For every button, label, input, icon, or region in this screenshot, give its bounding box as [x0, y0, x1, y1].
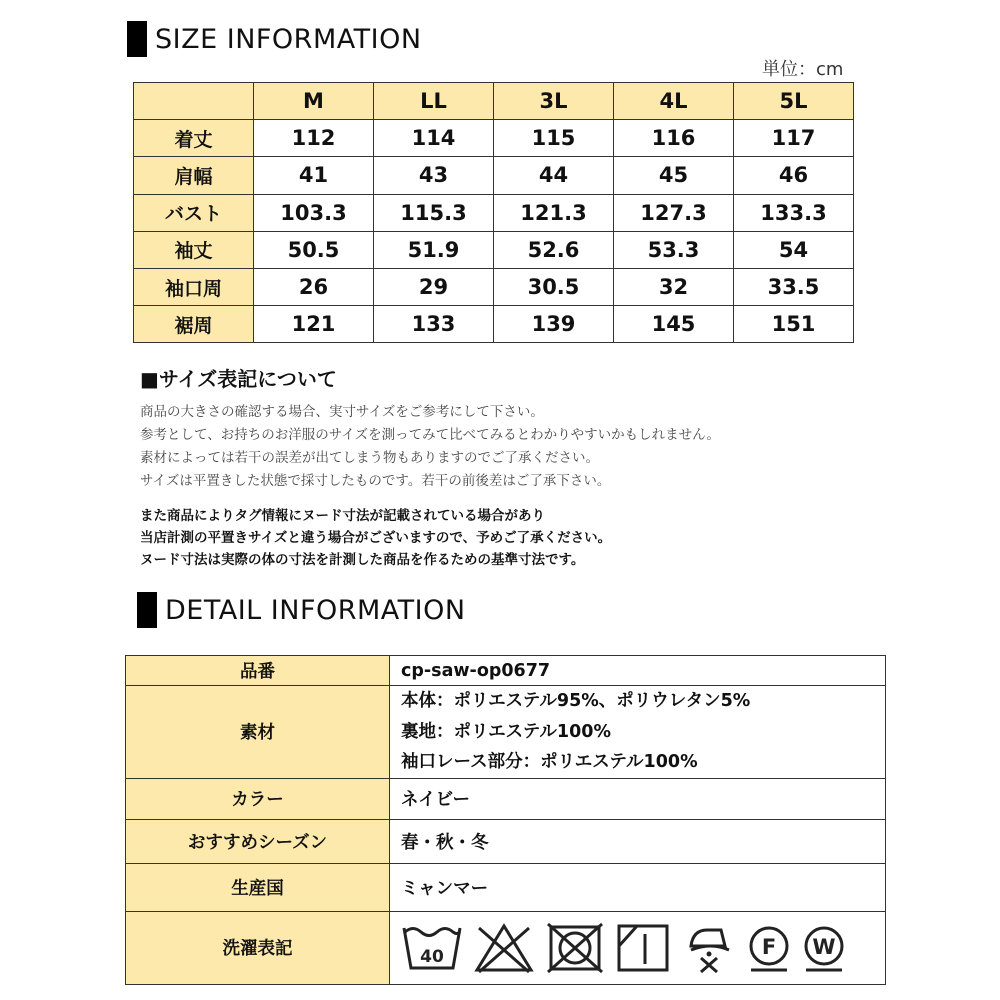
- size-cell: 45: [614, 157, 734, 194]
- size-section-title: SIZE INFORMATION: [155, 23, 422, 55]
- material-value: [390, 686, 886, 779]
- size-cell: 44: [494, 157, 614, 194]
- table-row: [126, 778, 886, 819]
- material-label: 素材: [126, 686, 390, 779]
- origin-value: ミャンマー: [390, 863, 886, 911]
- size-cell: 151: [734, 306, 854, 343]
- line-dry-shade-icon: [615, 922, 671, 974]
- size-cell: 103.3: [254, 194, 374, 231]
- size-cell: 139: [494, 306, 614, 343]
- dry-clean-letter: F: [761, 934, 777, 959]
- size-cell: 50.5: [254, 231, 374, 268]
- size-note-title: ■サイズ表記について: [140, 367, 337, 391]
- size-row-label: バスト: [134, 194, 254, 231]
- color-value: ネイビー: [390, 778, 886, 819]
- care-icons: [401, 922, 885, 974]
- size-col-header: LL: [374, 83, 494, 120]
- size-cell: 127.3: [614, 194, 734, 231]
- no-bleach-icon: [473, 922, 535, 974]
- size-cell: 32: [614, 268, 734, 305]
- size-table-header: [134, 83, 854, 120]
- size-cell: 115: [494, 120, 614, 157]
- size-col-header: 4L: [614, 83, 734, 120]
- size-col-header: M: [254, 83, 374, 120]
- size-row-label: 着丈: [134, 120, 254, 157]
- note-line: サイズは平置きした状態で採寸したものです。若干の前後差はご了承下さい。: [140, 473, 611, 489]
- table-row: [126, 686, 886, 779]
- table-row: [126, 819, 886, 863]
- product-no-label: 品番: [126, 656, 390, 686]
- dry-clean-f-icon: [747, 922, 791, 974]
- size-note-bold-text: [140, 505, 611, 571]
- size-cell: 133: [374, 306, 494, 343]
- size-cell: 46: [734, 157, 854, 194]
- size-table-corner: [134, 83, 254, 120]
- unit-label: 単位：cm: [762, 59, 844, 80]
- table-row: [126, 911, 886, 984]
- season-label: おすすめシーズン: [126, 819, 390, 863]
- size-cell: 114: [374, 120, 494, 157]
- size-cell: 116: [614, 120, 734, 157]
- size-row-label: 裾周: [134, 306, 254, 343]
- table-row: [134, 194, 854, 231]
- size-cell: 51.9: [374, 231, 494, 268]
- size-cell: 121: [254, 306, 374, 343]
- wash-40-icon: [401, 922, 463, 974]
- size-cell: 30.5: [494, 268, 614, 305]
- color-label: カラー: [126, 778, 390, 819]
- detail-section-header: [137, 592, 466, 628]
- size-cell: 117: [734, 120, 854, 157]
- detail-section-title: DETAIL INFORMATION: [165, 594, 466, 626]
- wash-temp-text: 40: [420, 946, 444, 967]
- material-line: 裏地：ポリエステル100%: [401, 721, 611, 742]
- section-marker: [137, 592, 157, 628]
- size-cell: 33.5: [734, 268, 854, 305]
- note-bold-line: 当店計測の平置きサイズと違う場合がございますので、予めご了承ください。: [140, 530, 612, 546]
- note-line: 商品の大きさの確認する場合、実寸サイズをご参考にして下さい。: [140, 404, 544, 420]
- size-cell: 29: [374, 268, 494, 305]
- table-row: [134, 231, 854, 268]
- table-row: [126, 656, 886, 686]
- table-row: [134, 306, 854, 343]
- size-section-header: [127, 21, 422, 57]
- size-cell: 54: [734, 231, 854, 268]
- size-cell: 133.3: [734, 194, 854, 231]
- size-cell: 121.3: [494, 194, 614, 231]
- size-cell: 43: [374, 157, 494, 194]
- size-table: [133, 82, 854, 343]
- no-tumble-dry-icon: [545, 922, 605, 974]
- table-row: [134, 268, 854, 305]
- care-label: 洗濯表記: [126, 911, 390, 984]
- wet-clean-letter: W: [812, 934, 836, 959]
- size-cell: 26: [254, 268, 374, 305]
- product-no-value: cp-saw-op0677: [390, 656, 886, 686]
- iron-low-cloth-icon: [681, 922, 737, 974]
- size-col-header: 3L: [494, 83, 614, 120]
- size-col-header: 5L: [734, 83, 854, 120]
- wet-clean-w-icon: [801, 922, 847, 974]
- size-cell: 115.3: [374, 194, 494, 231]
- material-line: 袖口レース部分：ポリエステル100%: [401, 752, 698, 772]
- size-cell: 41: [254, 157, 374, 194]
- size-row-label: 肩幅: [134, 157, 254, 194]
- table-row: [134, 157, 854, 194]
- section-marker: [127, 21, 147, 57]
- size-note-text: [140, 401, 720, 493]
- note-line: 素材によっては若干の誤差が出てしまう物もありますのでご了承ください。: [140, 450, 599, 466]
- season-value: 春・秋・冬: [390, 819, 886, 863]
- table-row: [126, 863, 886, 911]
- care-icons-cell: [390, 911, 886, 984]
- material-line: 本体：ポリエステル95%、ポリウレタン5%: [401, 691, 751, 711]
- detail-table: [125, 655, 886, 985]
- table-row: [134, 120, 854, 157]
- note-bold-line: ヌード寸法は実際の体の寸法を計測した商品を作るための基準寸法です。: [140, 552, 585, 568]
- size-row-label: 袖口周: [134, 268, 254, 305]
- note-line: 参考として、お持ちのお洋服のサイズを測ってみて比べてみるとわかりやすいかもしれません。: [140, 427, 720, 443]
- size-row-label: 袖丈: [134, 231, 254, 268]
- size-cell: 52.6: [494, 231, 614, 268]
- size-cell: 145: [614, 306, 734, 343]
- size-cell: 53.3: [614, 231, 734, 268]
- note-bold-line: また商品によりタグ情報にヌード寸法が記載されている場合があり: [140, 508, 545, 524]
- origin-label: 生産国: [126, 863, 390, 911]
- size-cell: 112: [254, 120, 374, 157]
